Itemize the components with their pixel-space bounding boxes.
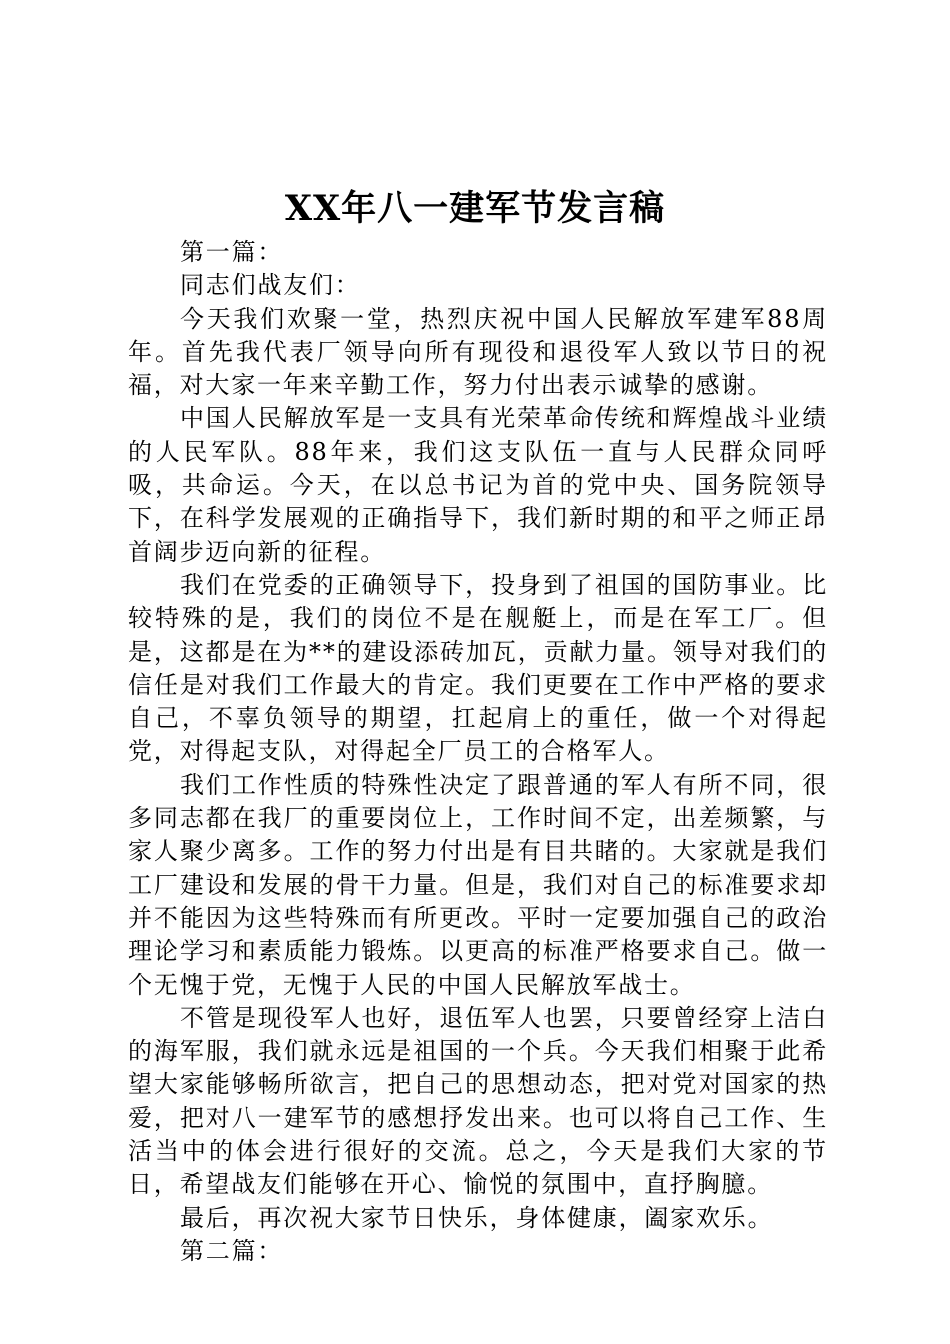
paragraph: 我们在党委的正确领导下，投身到了祖国的国防事业。比较特殊的是，我们的岗位不是在舰艇上，而是在军工厂。但是，这都是在为**的建设添砖加瓦，贡献力量。领导对我们的信任是对我们工作最大的肯定。我们更要在工作中严格的要求自己，不辜负领导的期望，扛起肩上的重任，做一个对得起党，对得起支队，对得起全厂员工的合格军人。 (128, 570, 828, 766)
paragraph: 不管是现役军人也好，退伍军人也罢，只要曾经穿上洁白的海军服，我们就永远是祖国的一个兵。今天我们相聚于此希望大家能够畅所欲言，把自己的思想动态，把对党对国家的热爱，把对八一建军节的感想抒发出来。也可以将自己工作、生活当中的体会进行很好的交流。总之，今天是我们大家的节日，希望战友们能够在开心、愉悦的氛围中，直抒胸臆。 (128, 1003, 828, 1199)
salutation: 同志们战友们： (180, 271, 361, 300)
document-title: XX年八一建军节发言稿 (284, 188, 666, 229)
section-heading-second: 第二篇： (180, 1236, 284, 1265)
closing-paragraph: 最后，再次祝大家节日快乐，身体健康，阖家欢乐。 (180, 1203, 774, 1232)
paragraph: 中国人民解放军是一支具有光荣革命传统和辉煌战斗业绩的人民军队。88年来，我们这支队伍一直与人民群众同呼吸，共命运。今天，在以总书记为首的党中央、国务院领导下，在科学发展观的正确指导下，我们新时期的和平之师正昂首阔步迈向新的征程。 (128, 404, 828, 566)
paragraph: 今天我们欢聚一堂，热烈庆祝中国人民解放军建军88周年。首先我代表厂领导向所有现役和退役军人致以节日的祝福，对大家一年来辛勤工作，努力付出表示诚挚的感谢。 (128, 304, 828, 400)
section-heading-first: 第一篇： (180, 238, 284, 266)
document-body (128, 236, 828, 1268)
paragraph: 我们工作性质的特殊性决定了跟普通的军人有所不同，很多同志都在我厂的重要岗位上，工作时间不定，出差频繁，与家人聚少离多。工作的努力付出是有目共睹的。大家就是我们工厂建设和发展的骨干力量。但是，我们对自己的标准要求却并不能因为这些特殊而有所更改。平时一定要加强自己的政治理论学习和素质能力锻炼。以更高的标准严格要求自己。做一个无愧于党，无愧于人民的中国人民解放军战士。 (128, 770, 828, 999)
